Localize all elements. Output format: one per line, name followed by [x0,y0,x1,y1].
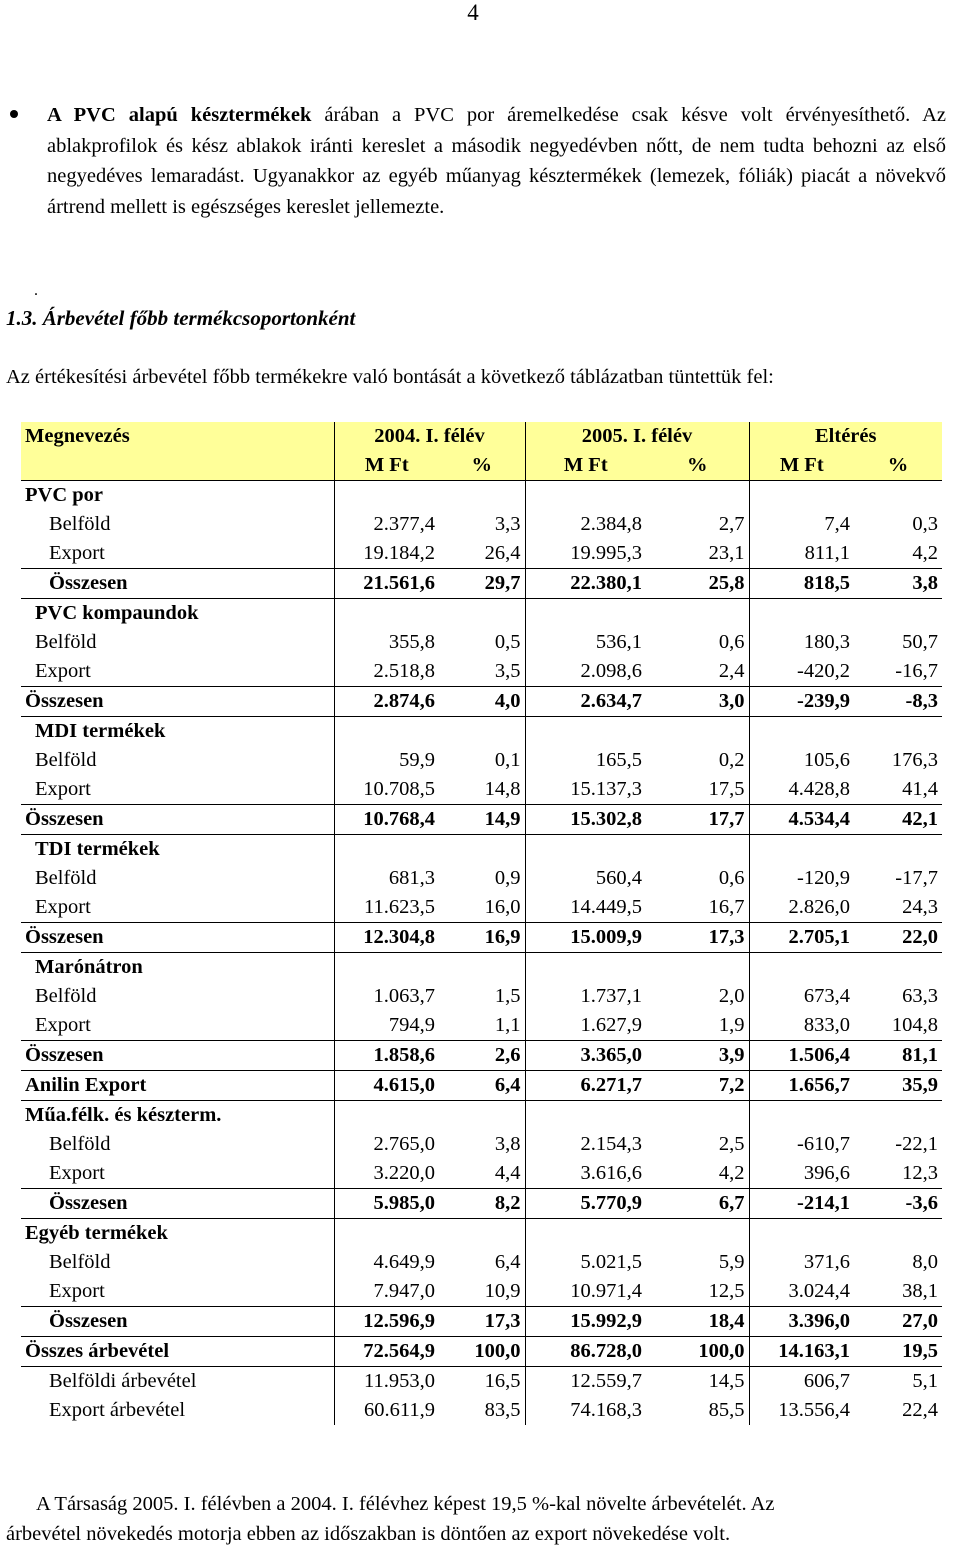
row-value [439,953,525,983]
subtotal-value: 14,5 [646,1367,749,1397]
page-number: 4 [467,0,479,25]
data-row [21,982,942,1011]
row-value: 59,9 [399,749,435,771]
row-value [439,717,525,747]
total-value: 3,0 [646,687,749,717]
row-value: -120,9 [797,867,850,889]
row-value: 38,1 [902,1280,938,1302]
total-value: 22.380,1 [525,569,646,599]
row-label: Belföld [21,982,334,1011]
subtotal-row [21,1396,942,1425]
row-value [525,1101,646,1131]
total-value: 22,0 [854,923,942,953]
total-value: 17,3 [439,1307,525,1337]
row-value [334,717,439,747]
header-unit: % [439,451,525,481]
header-unit: M Ft [749,451,854,481]
header-unit: M Ft [334,451,439,481]
subtotal-value: 13.556,4 [778,1399,850,1421]
row-value: -17,7 [895,867,938,889]
anilin-value: 1.656,7 [749,1071,854,1101]
row-value [525,953,646,983]
row-value: 2.098,6 [580,660,642,682]
bullet-icon [10,110,18,118]
row-value: 17,5 [646,775,749,805]
row-value: 7,4 [824,513,850,535]
data-row [21,628,942,657]
grand-total-value: 86.728,0 [525,1337,646,1367]
row-value: 14.449,5 [570,896,642,918]
total-row [21,1041,942,1071]
row-value: 0,1 [439,746,525,775]
header-unit: % [854,451,942,481]
group-title: TDI termékek [21,835,334,865]
row-label: Export [21,893,334,923]
bullet-paragraph [10,100,946,222]
row-value [646,599,749,629]
row-value: 681,3 [388,867,435,889]
anilin-value: 4.615,0 [334,1071,439,1101]
total-label: Összesen [21,923,334,953]
total-value: 8,2 [439,1189,525,1219]
row-value: 5.021,5 [580,1251,642,1273]
row-value: 3,8 [439,1130,525,1159]
total-row [21,1189,942,1219]
row-value: 1,5 [439,982,525,1011]
row-value [439,1101,525,1131]
row-value: 811,1 [804,542,850,564]
total-row [21,1307,942,1337]
row-value: -420,2 [797,660,850,682]
row-value: 1.063,7 [373,985,435,1007]
total-value: 42,1 [854,805,942,835]
anilin-value: 6,4 [439,1071,525,1101]
row-value: 41,4 [902,778,938,800]
total-value: 15.009,9 [525,923,646,953]
row-value [334,835,439,865]
group-title: PVC por [21,481,334,511]
row-value [646,481,749,511]
grand-total-value: 72.564,9 [334,1337,439,1367]
row-value: 1.737,1 [580,985,642,1007]
row-value [334,1101,439,1131]
row-value: 673,4 [803,985,850,1007]
footer-text [6,1489,956,1549]
row-value [749,953,854,983]
total-value: 5.770,9 [525,1189,646,1219]
row-value: 794,9 [388,1014,435,1036]
row-value [439,481,525,511]
row-value [646,1219,749,1249]
group-title: Műa.félk. és készterm. [21,1101,334,1131]
row-value: 165,5 [595,749,642,771]
row-value: 15.137,3 [570,778,642,800]
row-value [525,717,646,747]
total-label: Összesen [21,805,334,835]
row-value: 4,2 [912,542,938,564]
group-title: Egyéb termékek [21,1219,334,1249]
total-value: 27,0 [854,1307,942,1337]
row-value [334,599,439,629]
row-value: 0,9 [439,864,525,893]
row-value: 4.428,8 [788,778,850,800]
row-value: 3,3 [439,510,525,539]
header-unit: M Ft [525,451,646,481]
row-value: 2.518,8 [373,660,435,682]
group-title: PVC kompaundok [21,599,334,629]
data-row [21,1277,942,1307]
row-value: 180,3 [803,631,850,653]
row-value: 5,9 [646,1248,749,1277]
row-value [749,481,854,511]
group-title-row [21,481,942,511]
row-label: Belföld [21,628,334,657]
group-title: MDI termékek [21,717,334,747]
subtotal-value: 83,5 [439,1396,525,1425]
row-value: 0,6 [646,864,749,893]
grand-total-value: 100,0 [646,1337,749,1367]
row-value: 23,1 [646,539,749,569]
row-value: 19.995,3 [570,542,642,564]
group-title-row [21,953,942,983]
row-value: 2.765,0 [373,1133,435,1155]
total-value: 3,9 [646,1041,749,1071]
row-value: 16,0 [439,893,525,923]
row-value: 4,2 [646,1159,749,1189]
row-value: 0,6 [646,628,749,657]
total-value: 14,9 [439,805,525,835]
subtotal-value: 606,7 [749,1367,854,1397]
anilin-value: 7,2 [646,1071,749,1101]
stray-dot: . [34,282,38,299]
row-label: Export [21,1011,334,1041]
total-value: 2.705,1 [749,923,854,953]
subtotal-value: 74.168,3 [570,1399,642,1421]
row-value: 833,0 [803,1014,850,1036]
total-value: 2.874,6 [334,687,439,717]
row-value: 105,6 [803,749,850,771]
total-label: Összesen [21,1189,334,1219]
row-value: 371,6 [803,1251,850,1273]
row-value: 176,3 [891,749,938,771]
row-value: 4.649,9 [373,1251,435,1273]
bullet-bold-lead: A PVC alapú késztermékek [47,104,312,126]
subtotal-value: 16,5 [439,1367,525,1397]
row-value [334,953,439,983]
row-value: 50,7 [902,631,938,653]
intro-text: Az értékesítési árbevétel főbb termékekre való bontását a következő táblázatban tüntettük fel: [6,366,774,388]
grand-total-row [21,1337,942,1367]
row-value: 1,9 [646,1011,749,1041]
row-value: 0,2 [646,746,749,775]
row-label: Belföld [21,1130,334,1159]
total-value: 18,4 [646,1307,749,1337]
row-value: 2.377,4 [373,513,435,535]
total-value: 6,7 [646,1189,749,1219]
grand-total-value: 19,5 [854,1337,942,1367]
group-title-row [21,599,942,629]
row-value [749,1101,854,1131]
row-value: 2.384,8 [580,513,642,535]
row-value: 3.220,0 [373,1162,435,1184]
row-value: 355,8 [388,631,435,653]
row-value [854,1219,942,1249]
row-label: Export [21,1159,334,1189]
total-value: 17,7 [646,805,749,835]
data-row [21,893,942,923]
footer-line-1: A Társaság 2005. I. félévben a 2004. I. félévhez képest 19,5 %-kal növelte árbevételét. Az [36,1493,775,1515]
row-label: Belföld [21,1248,334,1277]
row-value [854,717,942,747]
row-value: 10.708,5 [363,778,435,800]
row-value: 7.947,0 [373,1280,435,1302]
total-value: 15.992,9 [525,1307,646,1337]
group-title-row [21,1219,942,1249]
total-value: 3,8 [854,569,942,599]
row-value: 2.154,3 [580,1133,642,1155]
total-value: 2.634,7 [525,687,646,717]
grand-total-label: Összes árbevétel [21,1337,334,1367]
subtotal-label: Export árbevétel [21,1396,334,1425]
total-value: 2,6 [439,1041,525,1071]
row-value [525,835,646,865]
row-value [334,1219,439,1249]
total-row [21,687,942,717]
row-value [854,481,942,511]
row-label: Belföld [21,864,334,893]
total-value: 818,5 [749,569,854,599]
grand-total-value: 14.163,1 [749,1337,854,1367]
data-row [21,864,942,893]
row-value: 12,3 [902,1162,938,1184]
row-value [439,599,525,629]
total-value: -8,3 [854,687,942,717]
total-label: Összesen [21,1041,334,1071]
row-label: Export [21,539,334,569]
row-value: 4,4 [439,1159,525,1189]
data-row [21,539,942,569]
total-value: 12.596,9 [334,1307,439,1337]
row-value: 16,7 [646,893,749,923]
total-value: 10.768,4 [334,805,439,835]
subtotal-value: 12.559,7 [525,1367,646,1397]
row-value [646,717,749,747]
total-value: 1.858,6 [334,1041,439,1071]
group-title-row [21,835,942,865]
revenue-table [21,422,942,1425]
bullet-text [47,100,946,222]
row-value [646,1101,749,1131]
row-value: 2,0 [646,982,749,1011]
total-value: 3.365,0 [525,1041,646,1071]
header-2004: 2004. I. félév [334,422,525,451]
total-value: 12.304,8 [334,923,439,953]
row-value: -610,7 [797,1133,850,1155]
subtotal-value: 5,1 [854,1367,942,1397]
row-value: 396,6 [803,1162,850,1184]
anilin-value: 35,9 [854,1071,942,1101]
row-value: 104,8 [891,1014,938,1036]
data-row [21,775,942,805]
row-value [525,481,646,511]
row-value: 3.616,6 [580,1162,642,1184]
row-label: Belföld [21,746,334,775]
total-row [21,569,942,599]
data-row [21,1130,942,1159]
bullet-body: árában a PVC por áremelkedése csak késve volt érvényesíthető. Az ablakprofilok és kész ablakok iránti kereslet a második negyedévben nőtt, de nem tudta behozni az első negyedéves lemaradást. Ugyanakkor az egyéb műanyag késztermékek (lemezek, fóliák) piacát a növekvő ártrend mellett is egészséges kereslet jellemezte. [47,104,946,218]
total-value: 5.985,0 [334,1189,439,1219]
row-value: 1,1 [439,1011,525,1041]
data-row [21,657,942,687]
total-value: 1.506,4 [749,1041,854,1071]
total-value: 4.534,4 [749,805,854,835]
row-value [854,835,942,865]
header-diff: Eltérés [749,422,942,451]
subtotal-value: 22,4 [902,1399,938,1421]
data-row [21,1011,942,1041]
row-value: -22,1 [895,1133,938,1155]
row-value: 0,5 [439,628,525,657]
row-value: 0,3 [912,513,938,535]
subtotal-row [21,1367,942,1397]
row-value: 63,3 [902,985,938,1007]
row-value: 19.184,2 [363,542,435,564]
total-row [21,805,942,835]
data-row [21,746,942,775]
row-value [854,953,942,983]
header-name: Megnevezés [21,422,334,451]
row-value: 26,4 [439,539,525,569]
header-2005: 2005. I. félév [525,422,749,451]
row-value: 8,0 [912,1251,938,1273]
row-value: 10,9 [439,1277,525,1307]
row-value: 2,4 [646,657,749,687]
data-row [21,1248,942,1277]
total-value: 29,7 [439,569,525,599]
row-value [439,835,525,865]
header-empty [21,451,334,481]
subtotal-label: Belföldi árbevétel [21,1367,334,1397]
total-value: 3.396,0 [749,1307,854,1337]
group-title-row [21,1101,942,1131]
row-label: Export [21,657,334,687]
row-value: 3.024,4 [788,1280,850,1302]
table-subheader-row [21,451,942,481]
grand-total-value: 100,0 [439,1337,525,1367]
header-unit: % [646,451,749,481]
group-title: Marónátron [21,953,334,983]
data-row [21,1159,942,1189]
row-label: Export [21,1277,334,1307]
row-label: Belföld [21,510,334,539]
anilin-label: Anilin Export [21,1071,334,1101]
subtotal-value: 11.953,0 [334,1367,439,1397]
row-value: 10.971,4 [570,1280,642,1302]
row-value: 560,4 [595,867,642,889]
row-value: 14,8 [439,775,525,805]
anilin-value: 6.271,7 [525,1071,646,1101]
row-value [749,599,854,629]
row-value: 3,5 [439,657,525,687]
total-value: 21.561,6 [334,569,439,599]
row-value [749,835,854,865]
row-value [854,1101,942,1131]
total-value: 15.302,8 [525,805,646,835]
row-value: 2,7 [646,510,749,539]
row-value [646,953,749,983]
row-value: 1.627,9 [580,1014,642,1036]
data-row [21,510,942,539]
total-value: 25,8 [646,569,749,599]
subtotal-value: 85,5 [646,1396,749,1425]
total-label: Összesen [21,1307,334,1337]
total-label: Összesen [21,687,334,717]
group-title-row [21,717,942,747]
total-value: 16,9 [439,923,525,953]
total-label: Összesen [21,569,334,599]
row-value: 2,5 [646,1130,749,1159]
table-header-row [21,422,942,451]
row-value [334,481,439,511]
row-value [749,717,854,747]
total-value: -214,1 [749,1189,854,1219]
row-value [854,599,942,629]
subtotal-value: 60.611,9 [364,1399,435,1421]
row-value: 536,1 [595,631,642,653]
row-value: -16,7 [895,660,938,682]
total-value: 17,3 [646,923,749,953]
anilin-row [21,1071,942,1101]
row-label: Export [21,775,334,805]
row-value [439,1219,525,1249]
total-row [21,923,942,953]
footer-line-2: árbevétel növekedés motorja ebben az időszakban is döntően az export növekedése volt. [6,1523,731,1545]
row-value: 6,4 [439,1248,525,1277]
row-value: 2.826,0 [788,896,850,918]
section-title: 1.3. Árbevétel főbb termékcsoportonként [6,306,356,330]
row-value [525,599,646,629]
row-value [525,1219,646,1249]
total-value: -239,9 [749,687,854,717]
row-value: 11.623,5 [364,896,435,918]
total-value: 81,1 [854,1041,942,1071]
row-value [749,1219,854,1249]
total-value: 4,0 [439,687,525,717]
row-value [646,835,749,865]
row-value: 12,5 [646,1277,749,1307]
total-value: -3,6 [854,1189,942,1219]
row-value: 24,3 [902,896,938,918]
